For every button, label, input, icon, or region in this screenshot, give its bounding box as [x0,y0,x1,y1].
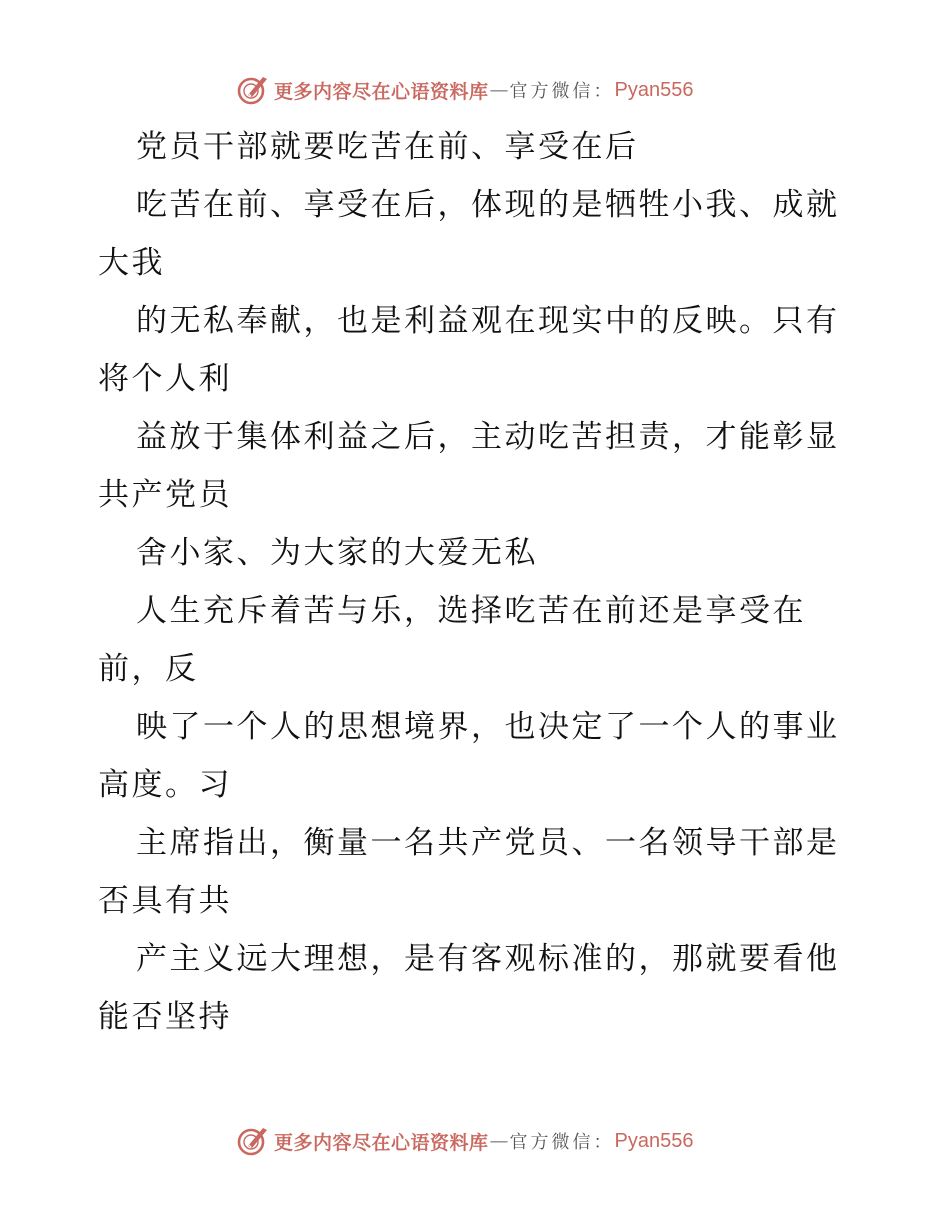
text-line: 能否坚持 [98,999,232,1035]
text-line: 产主义远大理想，是有客观标准的，那就要看他 [136,941,840,977]
header-dash: — [489,79,509,101]
header-banner [0,70,950,110]
footer-wechat-label: 官方微信： [509,1132,615,1153]
text-line: 舍小家、为大家的大爱无私 [136,535,538,571]
header-banner-content [236,70,693,110]
body-text [98,118,858,1046]
text-line: 映了一个人的思想境界，也决定了一个人的事业 [136,709,840,745]
footer-wechat-account: Pyan556 [614,1129,694,1152]
text-line: 高度。习 [98,767,232,803]
text-line: 的无私奉献，也是利益观在现实中的反映。只有 [136,303,840,339]
text-line: 人生充斥着苦与乐，选择吃苦在前还是享受在 [136,593,806,629]
footer-banner-content [236,1121,693,1161]
footer-dash: — [489,1130,509,1152]
text-line: 大我 [98,245,165,281]
text-line: 前，反 [98,651,199,687]
quill-pen-circle-icon [236,73,270,107]
text-line: 否具有共 [98,883,232,919]
header-wechat-label: 官方微信： [509,81,615,102]
text-line: 将个人利 [98,361,232,397]
footer-brand-text: 更多内容尽在心语资料库 [274,1131,489,1154]
text-line: 主席指出，衡量一名共产党员、一名领导干部是 [136,825,840,861]
footer-banner [0,1121,950,1161]
text-line: 益放于集体利益之后，主动吃苦担责，才能彰显 [136,419,840,455]
text-line: 共产党员 [98,477,232,513]
header-brand-text: 更多内容尽在心语资料库 [274,80,489,103]
text-line: 吃苦在前、享受在后，体现的是牺牲小我、成就 [136,187,840,223]
header-wechat-account: Pyan556 [614,78,694,101]
quill-pen-circle-icon [236,1124,270,1158]
text-line: 党员干部就要吃苦在前、享受在后 [136,129,639,165]
